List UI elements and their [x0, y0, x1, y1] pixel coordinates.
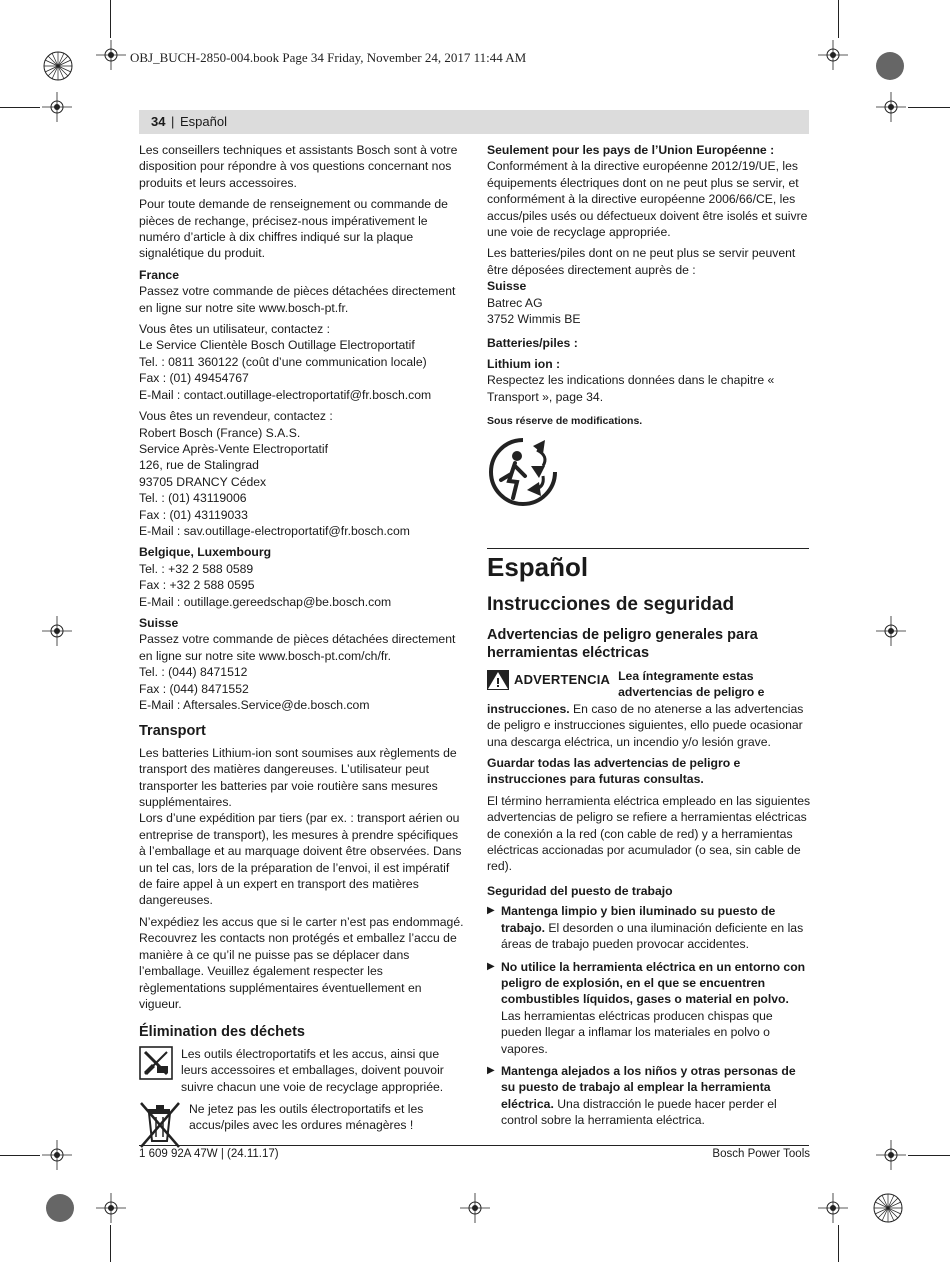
list-item	[487, 1063, 811, 1129]
trim-line	[838, 1225, 839, 1262]
disposal-bin-row	[139, 1101, 464, 1149]
transport-paragraph: N’expédiez les accus que si le carter n’est pas endommagé. Recouvrez les contacts non protégés et emballez l’accu de manière à ce qu’il ne puisse pas se déplacer dans l’emballage. Veuillez également respecter les règlementations supplémentaires éventuellement en vigueur.	[139, 914, 464, 1011]
trim-line	[908, 107, 950, 108]
france-dealer-intro: Vous êtes un revendeur, contactez :	[139, 409, 333, 424]
contact-line: Robert Bosch (France) S.A.S.	[139, 425, 301, 440]
contact-line: Tel. : (044) 8471512	[139, 665, 248, 680]
batteries-drop-off-text: Les batteries/piles dont on ne peut plus se servir peuvent être déposées directement auprès de :	[487, 246, 796, 277]
tool-recycling-icon	[139, 1046, 173, 1080]
safety-instructions-title: Instrucciones de seguridad	[487, 594, 735, 615]
crosshair-mark-left-middle	[42, 616, 72, 646]
crosshair-mark-right-middle	[876, 616, 906, 646]
trim-line	[0, 1155, 40, 1156]
bullet-text: Las herramientas eléctricas producen chispas que pueden llegar a inflamar los materiales en polvo o vapores.	[501, 1008, 773, 1056]
lithium-text: Respectez les indications données dans le chapitre « Transport », page 34.	[487, 373, 775, 404]
reserve-note: Sous réserve de modifications.	[487, 415, 643, 428]
keep-instructions-text: Guardar todas las advertencias de peligro e instrucciones para futuras consultas.	[487, 756, 741, 787]
warning-badge-label: ADVERTENCIA	[514, 671, 611, 687]
eu-text: Conformément à la directive européenne 2012/19/UE, les équipements électriques dont on ne peut plus se servir, et conformément à la directive européenne 2006/66/CE, les accus/piles usés ou défectueux doivent être isolés et suivre une voie de recyclage appropriée.	[487, 159, 808, 240]
footer-rule	[139, 1145, 809, 1146]
bullet-text: El desorden o una iluminación deficiente en las áreas de trabajo pueden provocar accidentes.	[501, 920, 804, 952]
trim-line	[0, 107, 40, 108]
belgium-contact	[139, 561, 464, 610]
bullet-arrow-icon: ▶	[487, 905, 495, 917]
contact-line: Tel. : (01) 43119006	[139, 491, 247, 506]
warning-bold-text: Lea íntegramente estas advertencias de peligro e instrucciones.	[487, 669, 765, 716]
contact-intro: Les conseillers techniques et assistants Bosch sont à votre disposition pour répondre à vos questions concernant nos produits et leurs accessoires.	[139, 143, 458, 190]
france-heading: France	[139, 267, 179, 282]
contact-line: E-Mail : sav.outillage-electroportatif@fr.bosch.com	[139, 523, 410, 538]
crosshair-mark-left-bottom	[42, 1140, 72, 1170]
warning-text: En caso de no atenerse a las advertencias de peligro e instrucciones siguientes, ello puede ocasionar una descarga eléctrica, un incendio y/o lesión grave.	[487, 701, 804, 749]
switzerland-order: Passez votre commande de pièces détachées directement en ligne sur notre site www.bosch-pt.com/ch/fr.	[139, 632, 456, 663]
transport-paragraph: Les batteries Lithium-ion sont soumises aux règlements de transport des matières dangereuses. L’utilisateur peut transporter les batteries par voie routière sans mesures supplémentaires.	[139, 745, 457, 810]
france-order: Passez votre commande de pièces détachées directement en ligne sur notre site www.bosch-pt.fr.	[139, 284, 456, 315]
registration-mark-top-left	[28, 36, 88, 96]
espanol-divider	[487, 548, 809, 549]
contact-line: E-Mail : Aftersales.Service@de.bosch.com	[139, 698, 370, 712]
lithium-label: Lithium ion :	[487, 356, 561, 371]
spare-parts-note: Pour toute demande de renseignement ou commande de pièces de rechange, précisez-nous impérativement le numéro d’article à dix chiffres indiqué sur la plaque signalétique du produit.	[139, 197, 448, 261]
bullet-bold: No utilice la herramienta eléctrica en un entorno con peligro de explosión, en el que se encuentren combustibles líquidos, gases o material en polvo.	[501, 959, 806, 1007]
france-dealer-contact	[139, 408, 464, 539]
disposal-recycle-text: Les outils électroportatifs et les accus, ainsi que leurs accessoires et emballages, doivent pouvoir suivre chacun une voie de recyclage appropriée.	[181, 1046, 444, 1094]
crosshair-mark-bottom-right	[818, 1193, 848, 1223]
page-number: 34	[151, 114, 166, 129]
bullet-arrow-icon: ▶	[487, 960, 495, 972]
term-definition-text: El término herramienta eléctrica empleado en las siguientes advertencias de peligro se refiere a herramientas eléctricas de conexión a la red (con cable de red) y a herramientas eléctricas accionadas por acumulador (o sea, sin cable de red).	[487, 793, 811, 874]
crosshair-mark-right-top	[876, 92, 906, 122]
crosshair-mark-bottom-center	[460, 1193, 490, 1223]
eu-heading: Seulement pour les pays de l’Union Européenne :	[487, 143, 775, 157]
bullet-text: Una distracción le puede hacer perder el control sobre la herramienta eléctrica.	[501, 1096, 777, 1128]
right-column	[487, 142, 811, 508]
registration-mark-bottom-left	[30, 1178, 90, 1238]
crossed-out-bin-icon	[139, 1101, 181, 1149]
crosshair-mark-left-top	[42, 92, 72, 122]
registration-mark-bottom-right	[858, 1178, 918, 1238]
general-warnings-title: Advertencias de peligro generales para herramientas eléctricas	[487, 627, 758, 661]
warning-paragraph	[487, 668, 811, 750]
bullet-bold: Mantenga alejados a los niños y otras personas de su puesto de trabajo al emplear la herramienta eléctrica.	[501, 1063, 796, 1111]
crosshair-mark-bottom-left	[96, 1193, 126, 1223]
workplace-safety-heading: Seguridad del puesto de trabajo	[487, 883, 673, 898]
trim-line	[908, 1155, 950, 1156]
footer-doc-number: 1 609 92A 47W | (24.11.17)	[139, 1148, 279, 1160]
contact-line: 93705 DRANCY Cédex	[139, 474, 267, 489]
bullet-bold: Mantenga limpio y bien iluminado su puesto de trabajo.	[501, 904, 776, 935]
registration-mark-top-right	[860, 36, 920, 96]
espanol-title: Español	[487, 552, 589, 582]
crosshair-mark-right-bottom	[876, 1140, 906, 1170]
suisse-label: Suisse	[487, 279, 527, 294]
list-item	[487, 959, 811, 1057]
bullet-arrow-icon: ▶	[487, 1064, 495, 1076]
trim-line	[110, 1225, 111, 1262]
disposal-heading: Élimination des déchets	[139, 1024, 305, 1041]
contact-line: Fax : +32 2 588 0595	[139, 578, 255, 593]
warning-icon	[487, 670, 509, 690]
crosshair-mark-top-right	[818, 40, 848, 70]
header-separator: |	[171, 114, 175, 129]
transport-heading: Transport	[139, 723, 206, 740]
trim-line	[110, 0, 111, 38]
switzerland-contact	[139, 631, 464, 713]
address-line: Batrec AG	[487, 295, 543, 310]
contact-line: Service Après-Vente Electroportatif	[139, 441, 329, 456]
transport-paragraph: Lors d’une expédition par tiers (par ex. : transport aérien ou entreprise de transport), les mesures à prendre spécifiques à l’emballage et au marquage doivent être observées. Dans un tel cas, lors de la préparation de l’envoi, il est impératif de faire appel à un expert en transport des matières dangereuses.	[139, 811, 462, 908]
left-column	[139, 142, 464, 1155]
france-user-intro: Vous êtes un utilisateur, contactez :	[139, 322, 331, 337]
contact-line: Tel. : +32 2 588 0589	[139, 561, 254, 576]
footer-brand: Bosch Power Tools	[712, 1148, 810, 1160]
contact-line: Fax : (01) 43119033	[139, 507, 248, 522]
contact-line: E-Mail : outillage.gereedschap@be.bosch.com	[139, 594, 392, 609]
switzerland-heading: Suisse	[139, 615, 179, 630]
address-line: 3752 Wimmis BE	[487, 312, 581, 327]
crosshair-mark-top-left	[96, 40, 126, 70]
contact-line: E-Mail : contact.outillage-electroportatif@fr.bosch.com	[139, 387, 432, 402]
france-user-contact	[139, 321, 464, 403]
belgium-heading: Belgique, Luxembourg	[139, 545, 272, 560]
trim-line	[838, 0, 839, 38]
disposal-bin-text: Ne jetez pas les outils électroportatifs et les accus/piles avec les ordures ménagères !	[189, 1101, 424, 1133]
disposal-recycle-row	[139, 1046, 464, 1095]
batteries-heading: Batteries/piles :	[487, 336, 578, 351]
contact-line: Fax : (01) 49454767	[139, 371, 249, 386]
contact-line: 126, rue de Stalingrad	[139, 458, 259, 473]
espanol-section	[487, 552, 811, 1135]
list-item	[487, 903, 811, 952]
warning-badge	[487, 670, 610, 690]
contact-line: Tel. : 0811 360122 (coût d’une communication locale)	[139, 354, 427, 369]
triman-recycling-icon	[487, 436, 559, 508]
batrec-address	[487, 295, 811, 328]
file-header: OBJ_BUCH-2850-004.book Page 34 Friday, November 24, 2017 11:44 AM	[130, 50, 527, 65]
contact-line: Le Service Clientèle Bosch Outillage Electroportatif	[139, 338, 415, 353]
page-header	[139, 110, 809, 134]
contact-line: Fax : (044) 8471552	[139, 681, 249, 696]
header-section: Español	[180, 114, 227, 129]
